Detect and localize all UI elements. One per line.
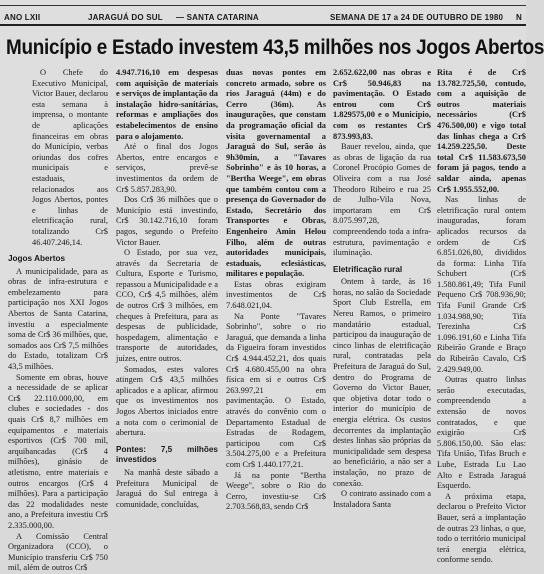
article-column-2 [116, 68, 218, 509]
paragraph: 4.947.716,10 em despesas com aquisição de materiais e serviços de implantação da instalação hidro-sanitárias, reformas e ampliações dos estabelecimentos de ensino para o alojamento. [116, 68, 218, 141]
article-column-5 [437, 68, 526, 565]
masthead-state: — SANTA CATARINA [176, 13, 259, 22]
paragraph: Estas obras exigiram investimentos de Cr$ 7.648.021,04. [226, 279, 326, 311]
article-column-1 [8, 68, 108, 573]
masthead-date: SEMANA DE 17 a 24 DE OUTUBRO DE 1980 [330, 13, 504, 22]
paragraph: Até o final dos Jogos Abertos, entre encargos e serviços, prevê-se investimentos da ordem de Cr$ 5.857.283,90. [116, 142, 218, 194]
masthead-rule [0, 24, 526, 26]
paragraph: Nas linhas de eletrificação rural ontem inauguradas, foram aplicados recursos da ordem de Cr$ 6.851.026,80, divididos da forma: Linha Tifa Schubert (Cr$ 1.580.861,49; Tifa Funil Pequeno Cr$ 708.936,90; Tifa Funil Grande Cr$ 1.034.988,90; Tifa Terezinha Cr$ 1.096.191,60 e Linha Tifa Ribeirão Grande e Braço do Ribeirão Cavalo, Cr$ 2.429.949,00. [437, 195, 526, 374]
paragraph: Outras quatro linhas serão executadas, compreendendo a extensão de novos contratados, e que exigirão Cr$ 5.806.150,00. São elas: Tifa União, Tifas Bruch e Lube, Estrada Lu Lao Alto e Estrada Jaraguá Esquerdo. [437, 375, 526, 491]
paragraph: Na Ponte "Tavares Sobrinho", sobre o rio Jaraguá, que demanda a linha da Figueira foram investidos Cr$ 4.944.452,21, dos quais Cr$ 4.680.455,00 na obra física em si e outros Cr$ 263.997,21 em pavimentação. O Estado, através do convênio com o Departamento Estadual de Estradas de Rodagem, participou com Cr$ 3.504.275,00 e a Prefeitura com Cr$ 1.440.177,21. [226, 311, 326, 469]
masthead-issue: ANO LXII [4, 13, 41, 22]
subheading: Eletrificação rural [333, 264, 403, 274]
paragraph: Na manhã deste sábado a Prefeitura Municipal de Jaraguá do Sul entrega à comunidade, concluídas, [116, 467, 218, 509]
paragraph: Dos Cr$ 36 milhões que o Município está investindo, Cr$ 30.142.716,10 foram pagos, segundo o Prefeito Victor Bauer. [116, 195, 218, 247]
paragraph: Rita é de Cr$ 13.782.725,50, contudo, com a aquisição de outros materiais necessários (Cr$ 476.500,00) e vigo total das linhas chega a Cr$ 14.259.225,50. Deste total Cr$ 11.583.673,50 foram já pagos, tendo a saldar ainda, apenas Cr$ 1.955.552,00. [437, 68, 526, 194]
paragraph: O contrato assinado com a Instaladora Santa [333, 489, 431, 509]
paragraph: duas novas pontes em concreto armado, sobre os rios Jaraguá (44m) e do Cerro (36m). As inaugurações, que constam da programação oficial da visita governamental a Jaraguá do Sul, serão às 9h30min, a "Tavares Sobrinho" e às 10 horas, a "Bertha Weege", em obras que também contou com a presença do Governador do Estado, Secretário dos Transportes e Obras, Engenheiro Amin Helou Filho, além de outras autoridades municipais, estaduais, eclesiásticas, militares e população. [226, 68, 326, 279]
paragraph: A Comissão Central Organizadora (CCO), o Município transferiu Cr$ 750 mil, além de outros Cr$ [8, 531, 108, 573]
subheading: Pontes: 7,5 milhões investidos [116, 444, 218, 465]
paragraph: Bauer revelou, ainda, que as obras de ligação da rua Coronel Procópio Gomes de Oliveira com a rua José Theodoro Ribeiro e rua 25 de Julho-Vila Nova, importaram em Cr$ 8.075.997,28, compreendendo toda a infra-estrutura, pavimentação e iluminação. [333, 142, 431, 258]
paragraph: Já na ponte "Bertha Weege", sobre o Rio do Cerro, investiu-se Cr$ 2.703.568,83, sendo Cr$ [226, 470, 326, 512]
paragraph: 2.652.622,00 nas obras e Cr$ 50.946,83 na pavimentação. O Estado entrou com Cr$ 1.829575,00 e o Município, com os restantes Cr$ 873.993,83. [333, 68, 431, 141]
headline: Município e Estado investem 43,5 milhões nos Jogos Abertos [6, 36, 544, 59]
paragraph: A municipalidade, para as obras de infra-estrutura e embelezamento para participação nos XXI Jogos Abertos de Santa Catarina, investiu a especialmente soma de Cr$ 36 milhões, que, somados aos Cr$ 7,5 milhões do Estado, totalizam Cr$ 43,5 milhões. [8, 266, 108, 372]
paragraph: O Chefe do Executivo Municipal, Victor Bauer, declarou esta semana à imprensa, o montante de aplicações financeiras em obras do Município, verbas oriundas dos cofres municipais e estaduais, relacionados aos Jogos Abertos, pontes e linhas de eletrificação rural, totalizando Cr$ 46.407.246,14. [32, 68, 108, 247]
paragraph: Ontem à tarde, às 16 horas, no salão da Sociedade Sport Club Estrella, em Nereu Ramos, o primeiro mandatário estadual, participou da inauguração de cinco linhas de eletrificação rural, contratadas pela Prefeitura de Jaraguá do Sul, dentro do Programa de Governo do Victor Bauer, que objetiva dotar todo o interior do município de energia elétrica. Os custos decorrentes da implantação destes linhas são próprias da municipalidade sem despesa ao beneficiário, a não ser a instalação, no prazo de conexão. [333, 277, 431, 488]
article-column-3 [226, 68, 326, 512]
paragraph: O Estado, por sua vez, através da Secretaria de Cultura, Esporte e Turismo, repassou a Municipalidade e a CCO, Cr$ 4,5 milhões, além de outros Cr$ 3 milhões, em cheques à Prefeitura, para as despesas de publicidade, hospedagem, alimentação e transporte de autoridades, juízes, entre outros. [116, 248, 218, 364]
paragraph: A próxima etapa, declarou o Prefeito Victor Bauer, será a implantação de outras 23 linhas, o que, todo o território municipal terá energia elétrica, conforme sendo. [437, 491, 526, 565]
masthead-city: JARAGUÁ DO SUL [88, 13, 163, 22]
masthead-page: N [516, 13, 522, 22]
subheading: Jogos Abertos [8, 254, 66, 264]
paragraph: Somados, estes valores atingem Cr$ 43,5 milhões aplicados e a aplicar, afirmou que os investimentos nos Jogos Abertos iniciados entre a nota com o cerimonial de abertura. [116, 364, 218, 438]
masthead [0, 0, 526, 26]
article-column-4 [333, 68, 431, 509]
paragraph: Somente em obras, houve a necessidade de se aplicar Cr$ 22.110.000,00, em clubes e sociedades - dos quais Cr$ 8,7 milhões em equipamentos e materiais esportivos (Cr$ 700 mil, arquibancadas (Cr$ 4 milhões), ginásio de atletismo, entre materiais e outros encargos (Cr$ 4 milhões). Para a participação das 22 modalidades neste ano, a Prefeitura investiu Cr$ 2.335.000,00. [8, 372, 108, 530]
